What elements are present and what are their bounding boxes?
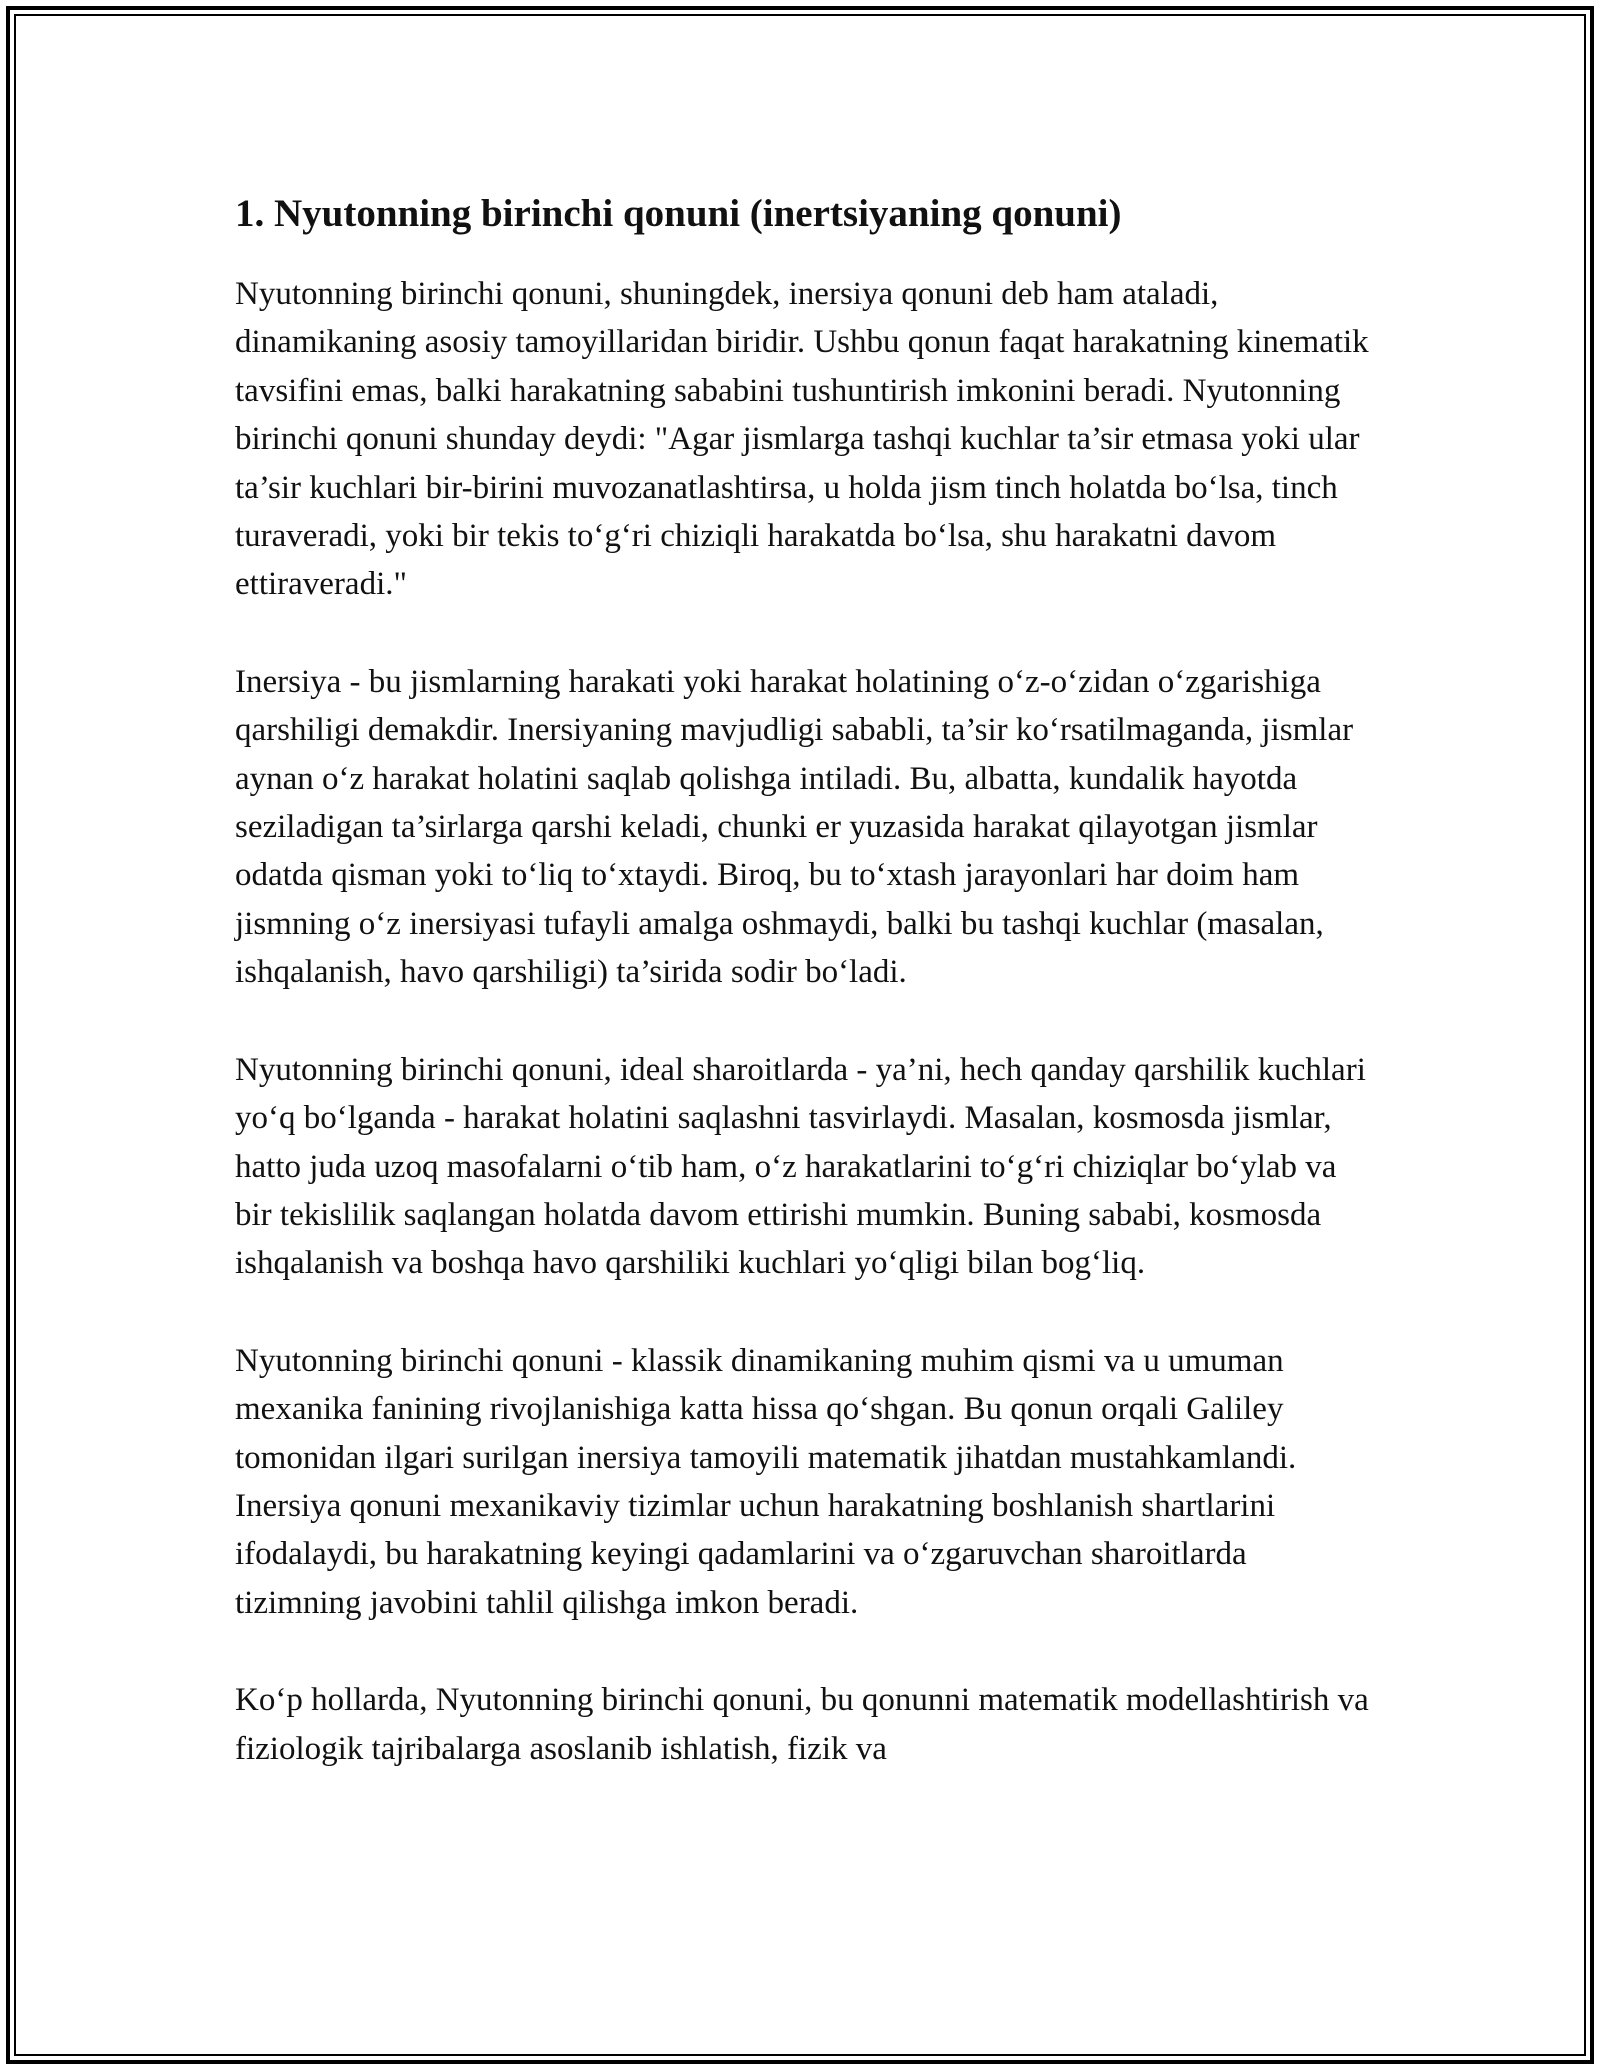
paragraph-classical-dynamics: Nyutonning birinchi qonuni - klassik dinamikaning muhim qismi va u umuman mexanika fanining rivojlanishiga katta hissa qo‘shgan. Bu qonun orqali Galiley tomonidan ilgari surilgan inersiya tamoyili matematik jihatdan mustahkamlandi. Inersiya qonuni mexanikaviy tizimlar uchun harakatning boshlanish shartlarini ifodalaydi, bu harakatning keyingi qadamlarini va o‘zgaruvchan sharoitlarda tizimning javobini tahlil qilishga imkon beradi. bbox=[235, 1342, 1297, 1621]
paragraph-inertia-explanation: Inersiya - bu jismlarning harakati yoki harakat holatining o‘z-o‘zidan o‘zgarishiga qarshiligi demakdir. Inersiyaning mavjudligi sababli, ta’sir ko‘rsatilmaganda, jismlar aynan o‘z harakat holatini saqlab qolishga intiladi. Bu, albatta, kundalik hayotda seziladigan ta’sirlarga qarshi keladi, chunki er yuzasida harakat qilayotgan jismlar odatda qisman yoki to‘liq to‘xtaydi. Biroq, bu to‘xtash jarayonlari har doim ham jismning o‘z inersiyasi tufayli amalga oshmaydi, balki bu tashqi kuchlar (masalan, ishqalanish, havo qarshiligi) ta’sirida sodir bo‘ladi. bbox=[235, 663, 1354, 991]
section-title: 1. Nyutonning birinchi qonuni (inertsiyaning qonuni) bbox=[235, 192, 1122, 235]
paragraph-first-law-definition: Nyutonning birinchi qonuni, shuningdek, inersiya qonuni deb ham ataladi, dinamikaning asosiy tamoyillaridan biridir. Ushbu qonun faqat harakatning kinematik tavsifini emas, balki harakatning sababini tushuntirish imkonini beradi. Nyutonning birinchi qonuni shunday deydi: "Agar jismlarga tashqi kuchlar ta’sir etmasa yoki ular ta’sir kuchlari bir-birini muvozanatlashtirsa, u holda jism tinch holatda bo‘lsa, tinch turaveradi, yoki bir tekis to‘g‘ri chiziqli harakatda bo‘lsa, shu harakatni davom ettiraveradi." bbox=[235, 276, 1369, 603]
document-body bbox=[235, 188, 1375, 1822]
paragraph-ideal-conditions: Nyutonning birinchi qonuni, ideal sharoitlarda - ya’ni, hech qanday qarshilik kuchlari yo‘q bo‘lganda - harakat holatini saqlashni tasvirlaydi. Masalan, kosmosda jismlar, hatto juda uzoq masofalarni o‘tib ham, o‘z harakatlarini to‘g‘ri chiziqlar bo‘ylab va bir tekislilik saqlangan holatda davom ettirishi mumkin. Buning sababi, kosmosda ishqalanish va boshqa havo qarshiliki kuchlari yo‘qligi bilan bog‘liq. bbox=[235, 1051, 1366, 1282]
paragraph-applications: Ko‘p hollarda, Nyutonning birinchi qonuni, bu qonunni matematik modellashtirish va fiziologik tajribalarga asoslanib ishlatish, fizik va bbox=[235, 1682, 1369, 1767]
